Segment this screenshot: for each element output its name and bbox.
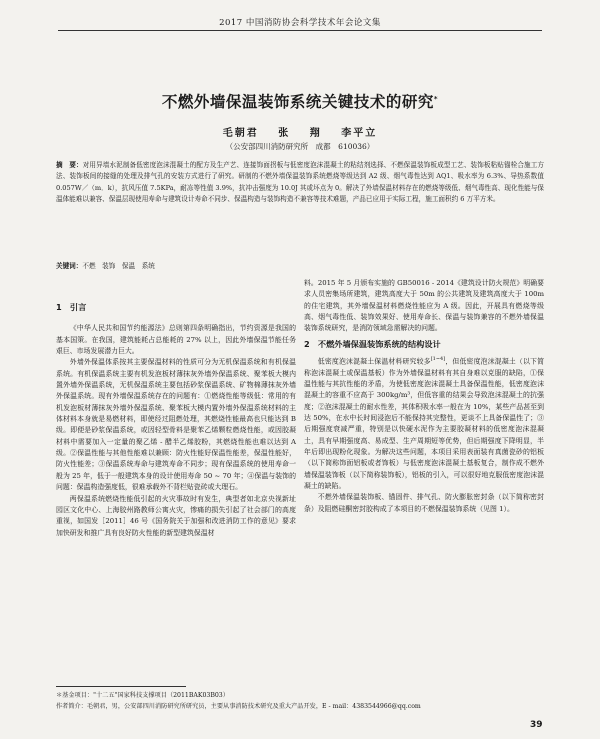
abstract: [56, 160, 544, 205]
section-1-heading: 1 引言: [56, 302, 87, 312]
left-paragraph-1: 《中华人民共和国节约能源法》总则第四条明确指出，节约资源是我国的基本国策。在我国，建筑能耗占总能耗的 27% 以上，因此外墙保温节能任务艰巨、市场发展潜力巨大。: [56, 324, 296, 356]
abstract-label: 摘 要：: [56, 161, 83, 169]
paper-title: [0, 90, 600, 112]
citation-ref: [1~4]: [430, 356, 446, 363]
keywords: [56, 261, 544, 272]
keywords-label: 关键词：: [56, 262, 83, 270]
section-2-heading: 2 不燃外墙保温装饰系统的结构设计: [304, 338, 441, 349]
affiliation: （公安部四川消防研究所 成都 610036）: [225, 142, 375, 151]
author-list: [0, 124, 600, 139]
footnote-rule: [56, 686, 186, 687]
right-paragraph-3: 不燃外墙保温装饰板、锚固件、排气孔、防火膨胀密封条（以下简称密封条）及阻燃硅酮密封胶构成了本项目的不燃保温装饰系统（见图 1）。: [304, 493, 544, 513]
left-paragraph-2: 外墙外保温体系按其主要保温材料的性质可分为无机保温系统和有机保温系统。有机保温系统主要有机发泡板材薄抹灰外墙外保温系统、聚苯板大模内置外墙外保温系统，无机保温系统主要包括砂浆保温系统、矿物棉薄抹灰外墙外保温系统。现有外墙保温系统存在的问题有：①燃烧性能等级低：常用的有机发泡板材薄抹灰外墙外保温系统、聚苯板大模内置外墙外保温系统材料的主体材料本身就是易燃材料，即使经过阻燃处理，其燃烧性能最高也只能达到 B 级。即便是砂浆保温系统，或因轻型骨料是聚苯乙烯颗粒燃烧性能，或因胶凝材料中需要加入一定量的聚乙烯 - 醋半乙烯胶粉，其燃烧性能也难以达到 A 级。②保温性能与其他性能难以兼顾：防火性能好保温性能差，保温性能好，防火性能差；③保温系统寿命与建筑寿命不同步；现有保温系统的使用寿命一般为 25 年，低于一般建筑本身的设计使用寿命 50 ~ 70 年；④保温与装饰的问题：保温构造强度低，很难承载外不背栏贴瓷砖或大理石。: [56, 358, 296, 492]
abstract-text: 对用异墙水泥制备低密度泡沫混凝土的配方及生产艺、连接饰面拐板与低密度泡沫混凝土的粘结剂选择、不燃保温装饰板成型工艺、装饰板粘贴锚栓合施工方法、装饰板间的接缝的处理及排气孔的安装方式进行了研究。研制的不燃外墙保温装饰系统燃烧等级达到 A2 级、烟气毒性达到 AQ1、吸水率为 6.3%、导热系数值 0.057W／（m．k），抗风压值 7.5KPa，耐冻等性值 3.9%，抗冲击强度为 10.0J 其或坏点为 0。解决了外墙保温材料存在的燃烧等级低、烟气毒性高、现化性能与保温体能难以兼容、保温层现使用寿命与建筑设计寿命不同步、保温构造与装饰构造不兼容等技术难题，产品已应用于实际工程，施工面积约 6 万平方米。: [56, 161, 545, 203]
right-paragraph-1: 料。2015 年 5 月颁布实施的 GB50016 - 2014《建筑设计防火规范》明确要求人员密集场所建筑，建筑高度大于 50m 的公共建筑及建筑高度大于 100m 的住宅建筑，其外墙保温材料燃烧性能应为 A 级。因此，开展具有燃烧等级高、烟气毒性低、装饰效果好、使用寿命长、保温与装饰兼容的不燃外墙保温装饰系统研究，是消防领域急需解决的问题。: [304, 279, 544, 333]
right-paragraph-2-rest: ，但低密度泡沫混凝土（以下简称泡沫混凝土或保温基板）作为外墙保温材料有其自身难以克服的缺陷，①保温性能与其抗性能的矛盾，为使低密度泡沫混凝土具备保温性能，低密度泡沫混凝土的容重不应高于 300kg/m³，但低容重的结果会导致泡沫混凝土的抗强度；②泡沫混凝土的耐水性差，其体积吸水率一般在为 10%，某些产品甚至到达 50%，在水中长时间浸泡后不能保持其完整性，更谈不上具备保温性了；③后期强度衰减严重，特别是以快硬水泥作为主要胶凝材料的低密度泡沫混凝土，具有早期强度高、易成型、生产周期短等优势，但后期强度下降明显，半年后即出现粉化现象。为解决这些问题，本项目采用表面装有真菌瓷砂的铝板（以下简称饰面铝板或者饰板）与低密度泡沫混凝土基板复合，制作成不燃外墙保温装饰板（以下简称装饰板），铝板的引入，可以很好地克服低密度泡沫混凝土的缺陷。: [304, 357, 545, 491]
title-footnote-mark: *: [433, 94, 439, 103]
running-header: 2017 中国消防协会科学技术年会论文集: [219, 18, 381, 28]
footnotes: [56, 690, 546, 712]
right-column: [304, 278, 544, 515]
paper-title-text: 不燃外墙保温装饰系统关键技术的研究: [161, 93, 434, 111]
footnote-author-bio: 作者简介：毛朝君，男，公安部四川消防研究所研究员，主要从事消防技术研究及重大产品开发，E - mail：4383544966@qq.com: [56, 703, 421, 710]
author-2: 张 翔: [278, 128, 322, 139]
left-column: [56, 278, 296, 539]
header-rule: [58, 30, 542, 31]
right-paragraph-2-start: 低密度泡沫混凝土保温材料研究较多: [317, 357, 431, 366]
keywords-text: 不燃 装饰 保温 系统: [82, 262, 155, 270]
author-1: 毛朝君: [222, 128, 259, 139]
footnote-funding: ＊基金项目："十二五"国家科技支撑项目（2011BAK03B03）: [56, 692, 229, 699]
page-number: 39: [530, 720, 543, 730]
right-paragraph-2: [304, 354, 544, 492]
left-paragraph-3: 两保温系统燃烧性能低引起的火灾事故时有发生，典型者如北京央视新址园区文化中心、上海胶州路教师公寓火灾，惨痛的损失引起了社会部门的高度重视，如国发［2011］46 号《国务院关于加强和改进消防工作的意见》要求加快研发和推广具有良好防火性能的新型建筑保温材: [56, 494, 296, 537]
author-3: 李平立: [341, 128, 378, 139]
